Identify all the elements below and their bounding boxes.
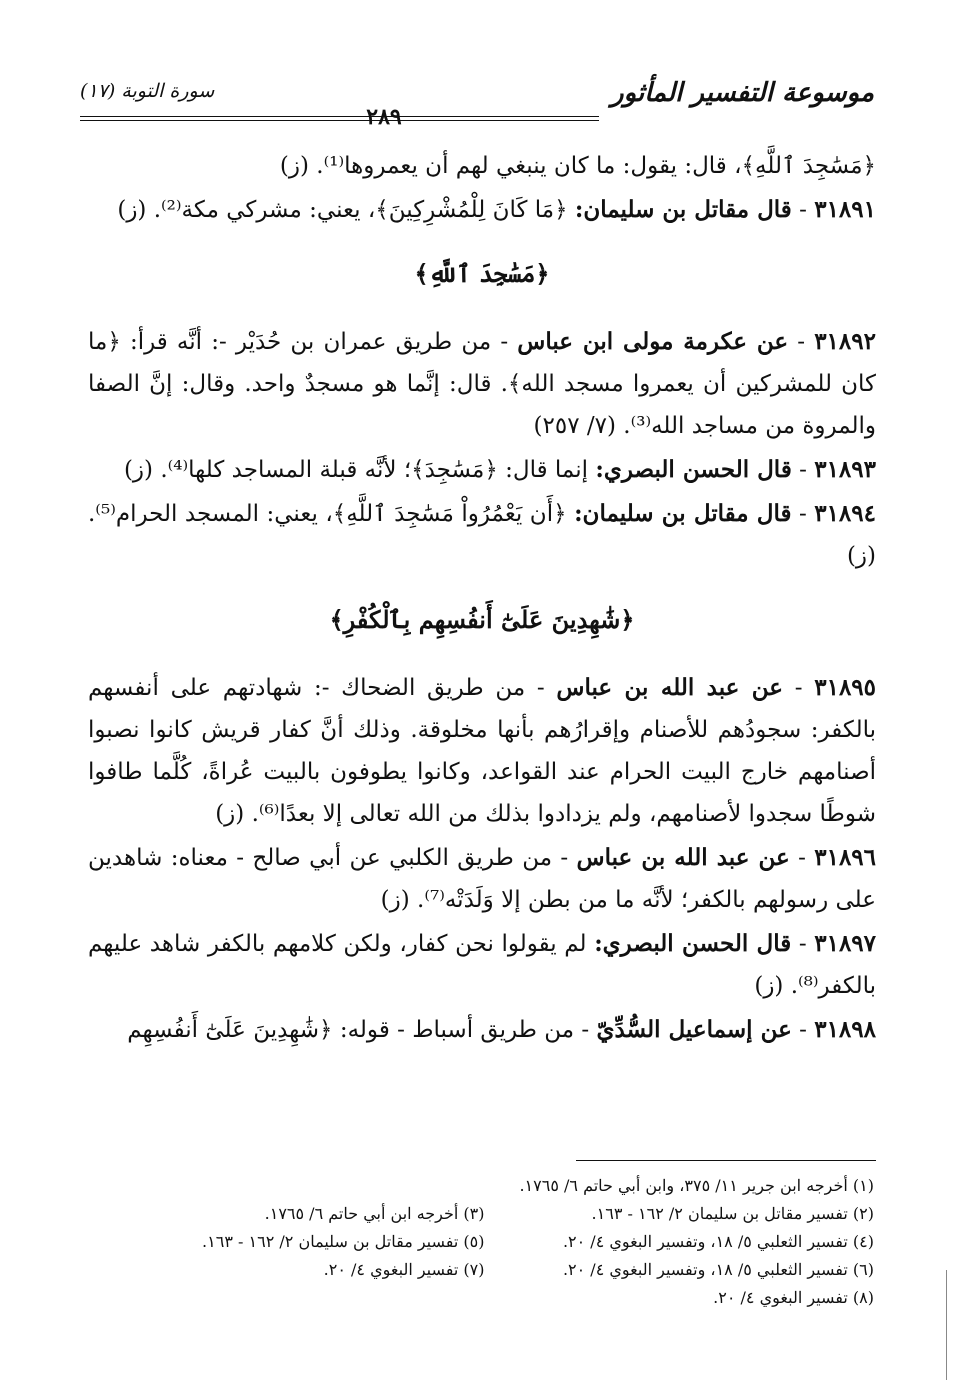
page-edge-mark — [946, 1270, 947, 1380]
page-header — [70, 70, 884, 130]
verse-heading: ﴿مَسَٰجِدَ ٱللَّهِ﴾ — [414, 259, 550, 288]
narration-number: ٣١٨٩٦ — [814, 844, 877, 871]
page-number: ٢٨٩ — [366, 104, 402, 130]
footnote: (٨) تفسير البغوي ٤/ ٢٠. — [713, 1288, 874, 1307]
narration-31895: ٣١٨٩٥ - عن عبد الله بن عباس - من طريق الضحاك -: شهادتهم على أنفسهم بالكفر: سجودُهم للأصنام وإقرارُهم بأنها مخلوقة. وذلك أنَّ كفار قريش كانوا نصبوا أصنامهم خارج البيت الحرام عند القواعد، وكانوا يطوفون بالبيت عُراةً، كُلَّما طافوا شوطًا سجدوا لأصنامهم، ولم يزدادوا بذلك من الله تعالى إلا بعدًا⁽⁶⁾. (ز) — [88, 674, 877, 827]
narration-31894: ٣١٨٩٤ - قال مقاتل بن سليمان: ﴿أَن يَعْمُرُواْ مَسَٰجِدَ ٱللَّهِ﴾، يعني: المسجد الحرام⁽⁵⁾. (ز) — [88, 500, 876, 569]
narration-31898: ٣١٨٩٨ - عن إسماعيل السُّدِّيّ - من طريق أسباط - قوله: ﴿شَٰهِدِينَ عَلَىٰٓ أَنفُسِهِم — [127, 1016, 876, 1043]
main-text — [88, 145, 876, 1053]
footnote-separator — [576, 1160, 876, 1161]
footnote: (٤) تفسير الثعلبي ٥/ ١٨، وتفسير البغوي ٤/ ٢٠. — [562, 1232, 874, 1251]
footnote: (١) أخرجه ابن جرير ١١/ ٣٧٥، وابن أبي حاتم ٦/ ١٧٦٥. — [519, 1176, 874, 1195]
narration-31896: ٣١٨٩٦ - عن عبد الله بن عباس - من طريق الكلبي عن أبي صالح - معناه: شاهدين على رسولهم بالكفر؛ لأنَّه ما من بطن إلا وَلَدَتْه⁽⁷⁾. (ز) — [88, 844, 877, 913]
narration-text: - من طريق أسباط - قوله: ﴿شَٰهِدِينَ عَلَىٰٓ أَنفُسِهِم — [127, 1017, 590, 1043]
narration-text: - من طريق الضحاك -: شهادتهم على أنفسهم بالكفر: سجودُهم للأصنام وإقرارُهم بأنها مخلوقة. وذلك أنَّ كفار قريش كانوا نصبوا أصنامهم خارج البيت الحرام عند القواعد، وكانوا يطوفون بالبيت عُراةً، كُلَّما طافوا شوطًا سجدوا لأصنامهم، ولم يزدادوا بذلك من الله تعالى إلا بعدًا⁽⁶⁾. (ز) — [88, 675, 876, 827]
narration-text: - من طريق الكلبي عن أبي صالح - معناه: شاهدين على رسولهم بالكفر؛ لأنَّه ما من بطن إلا وَلَدَتْه⁽⁷⁾. (ز) — [88, 845, 876, 913]
footnotes — [95, 1172, 874, 1312]
narration-number: ٣١٨٩٤ — [814, 500, 876, 527]
narration-31892: ٣١٨٩٢ - عن عكرمة مولى ابن عباس - من طريق عمران بن حُدَيْر -: أنَّه قرأ: ﴿ما كان للمشركين أن يعمروا مسجد الله﴾. قال: إنَّما هو مسجدٌ واحد. وقال: إنَّ الصفا والمروة من مساجد الله⁽³⁾. (٧/ ٢٥٧) — [88, 328, 876, 439]
footnote: (٦) تفسير الثعلبي ٥/ ١٨، وتفسير البغوي ٤/ ٢٠. — [562, 1260, 874, 1279]
narration-number: ٣١٨٩٥ — [814, 674, 877, 701]
narration-31897: ٣١٨٩٧ - قال الحسن البصري: لم يقولوا نحن كفار، ولكن كلامهم بالكفر شاهد عليهم بالكفر⁽⁸⁾. (ز) — [88, 930, 877, 999]
footnote: (٧) تفسير البغوي ٤/ ٢٠. — [323, 1260, 485, 1279]
footnote: (٢) تفسير مقاتل بن سليمان ٢/ ١٦٢ - ١٦٣. — [591, 1204, 874, 1223]
narrator: قال الحسن البصري: — [594, 930, 792, 957]
narration-number: ٣١٨٩٢ — [814, 328, 876, 355]
narration-text: ﴿مَا كَانَ لِلْمُشْرِكِينَ﴾، يعني: مشركي مكة⁽²⁾. (ز) — [117, 197, 568, 223]
narration-number: ٣١٨٩١ — [814, 196, 876, 223]
narration-number: ٣١٨٩٧ — [814, 930, 877, 957]
narrator: عن إسماعيل السُّدِّيّ — [596, 1016, 792, 1043]
narrator: قال الحسن البصري: — [595, 456, 792, 483]
narration-number: ٣١٨٩٨ — [814, 1016, 876, 1043]
narration-text: لم يقولوا نحن كفار، ولكن كلامهم بالكفر شاهد عليهم بالكفر⁽⁸⁾. (ز) — [88, 931, 876, 999]
narration-31891: ٣١٨٩١ - قال مقاتل بن سليمان: ﴿مَا كَانَ لِلْمُشْرِكِينَ﴾، يعني: مشركي مكة⁽²⁾. (ز) — [117, 196, 876, 223]
footnote: (٥) تفسير مقاتل بن سليمان ٢/ ١٦٢ - ١٦٣. — [202, 1232, 485, 1251]
verse-heading: ﴿شَٰهِدِينَ عَلَىٰٓ أَنفُسِهِم بِٱلْكُفْرِ﴾ — [329, 605, 635, 634]
narration-31893: ٣١٨٩٣ - قال الحسن البصري: إنما قال: ﴿مَسَٰجِدَ﴾؛ لأنَّه قبلة المساجد كلها⁽⁴⁾. (ز) — [123, 456, 876, 483]
narration-number: ٣١٨٩٣ — [814, 456, 876, 483]
header-rule — [80, 120, 520, 121]
narrator: عن عبد الله بن عباس — [576, 844, 790, 871]
narration-text: - من طريق عمران بن حُدَيْر -: أنَّه قرأ: ﴿ما كان للمشركين أن يعمروا مسجد الله﴾. قال: إنَّما هو مسجدٌ واحد. وقال: إنَّ الصفا والمروة من مساجد الله⁽³⁾. (٧/ ٢٥٧) — [88, 329, 876, 439]
narrator: عن عكرمة مولى ابن عباس — [517, 328, 789, 355]
narrator: قال مقاتل بن سليمان: — [574, 196, 792, 223]
narrator: قال مقاتل بن سليمان: — [574, 500, 792, 527]
narrator: عن عبد الله بن عباس — [556, 674, 784, 701]
surah-title: سورة التوبة (١٧) — [80, 80, 215, 102]
narration-text: ﴿أَن يَعْمُرُواْ مَسَٰجِدَ ٱللَّهِ﴾، يعني: المسجد الحرام⁽⁵⁾. (ز) — [88, 501, 876, 569]
header-rule — [80, 116, 520, 117]
footnote: (٣) أخرجه ابن أبي حاتم ٦/ ١٧٦٥. — [264, 1204, 485, 1223]
paragraph-continuation: ﴿مَسَٰجِدَ ٱللَّهِ﴾، قال: يقول: ما كان ينبغي لهم أن يعمروها⁽¹⁾. (ز) — [279, 153, 876, 179]
narration-text: إنما قال: ﴿مَسَٰجِدَ﴾؛ لأنَّه قبلة المساجد كلها⁽⁴⁾. (ز) — [123, 457, 589, 483]
book-title: موسوعة التفسير المأثور — [611, 78, 874, 108]
